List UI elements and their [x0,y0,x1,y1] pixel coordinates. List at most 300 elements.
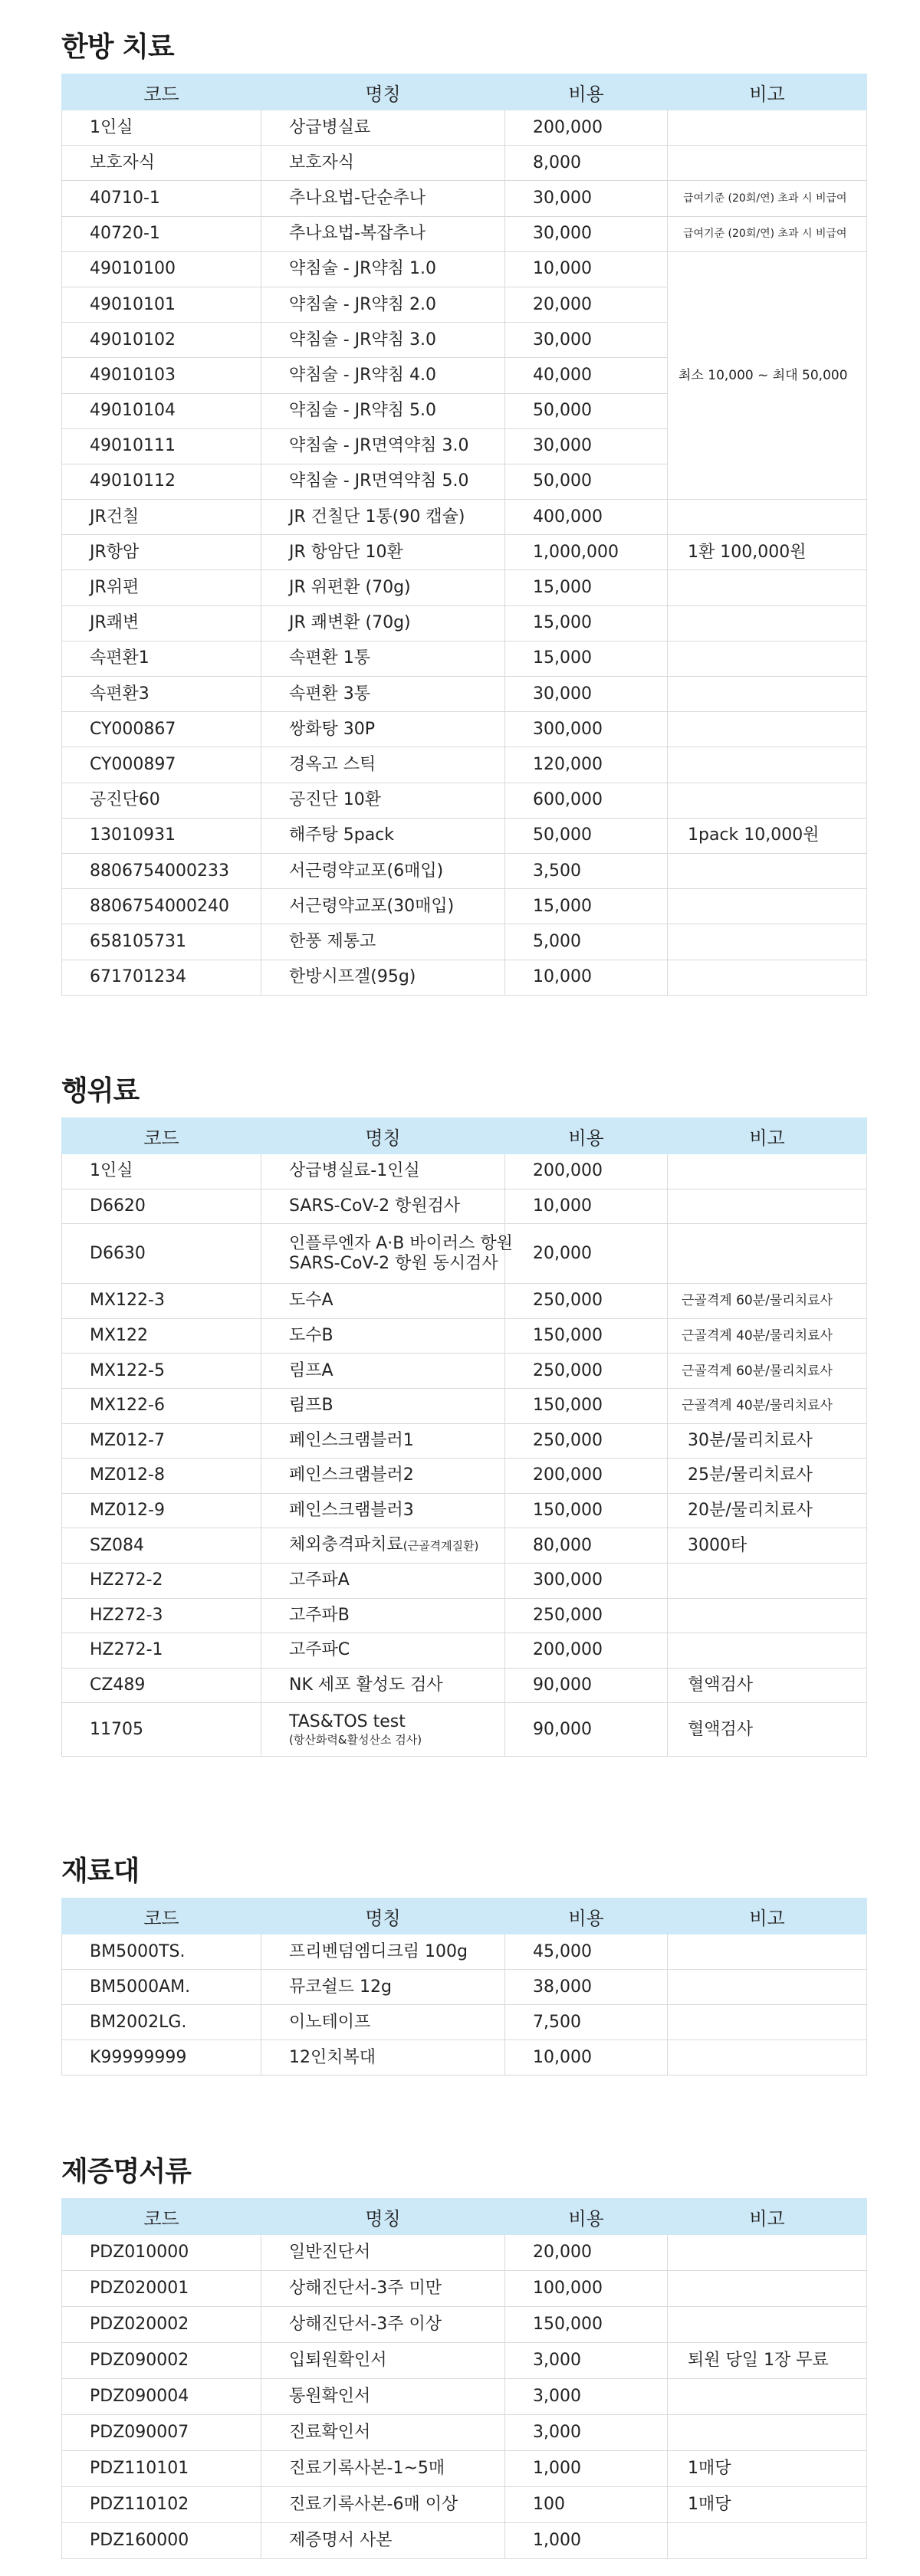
name-text: 약침술 - JR약침 4.0 [289,365,436,385]
name-cell [261,1284,505,1319]
note-cell: 1매당 [668,2451,867,2487]
table-row [62,924,867,960]
cost-cell: 5,000 [505,924,668,960]
name-cell [261,1970,505,2005]
cost-cell: 300,000 [505,712,668,747]
note-cell [668,2005,867,2040]
name-cell [261,1493,505,1528]
code-cell: MX122-6 [62,1388,261,1423]
cost-cell: 150,000 [505,2307,668,2343]
name-cell [261,535,505,570]
table-row [62,1934,867,1970]
name-text: SARS-CoV-2 항원검사 [289,1196,461,1216]
note-cell [668,2415,867,2451]
table-row [62,1598,867,1633]
name-cell [261,2235,505,2271]
cost-cell: 45,000 [505,1934,668,1970]
table-row [62,1388,867,1423]
code-cell: PDZ010000 [62,2235,261,2271]
name-cell [261,2451,505,2487]
note-cell [668,146,867,181]
table-header-row [62,2199,867,2235]
code-cell: PDZ020001 [62,2271,261,2307]
header-cost: 비용 [505,1898,668,1934]
code-cell: 49010100 [62,251,261,287]
header-code: 코드 [62,1118,261,1154]
code-cell: HZ272-3 [62,1598,261,1633]
name-text: JR 항암단 10환 [289,542,403,562]
note-cell [668,2307,867,2343]
cost-cell: 50,000 [505,464,668,499]
name-text: 속편환 3통 [289,684,370,704]
cost-cell: 20,000 [505,2235,668,2271]
name-cell [261,1459,505,1494]
table-row [62,889,867,924]
table-row [62,853,867,888]
name-text: 한풍 제통고 [289,931,376,951]
code-cell: PDZ110101 [62,2451,261,2487]
note-cell: 1환 100,000원 [668,535,867,570]
name-text: NK 세포 활성도 검사 [289,1675,443,1695]
name-text: 약침술 - JR약침 2.0 [289,294,436,314]
cost-cell: 3,500 [505,853,668,888]
table-row [62,251,867,287]
name-cell [261,2415,505,2451]
name-subtext: (근골격계질환) [402,1539,479,1554]
code-cell: 658105731 [62,924,261,960]
note-cell [668,641,867,676]
cost-cell: 120,000 [505,747,668,783]
header-name: 명칭 [261,2199,505,2235]
section-title: 제증명서류 [61,2156,191,2187]
code-cell: PDZ160000 [62,2523,261,2559]
note-cell [668,889,867,924]
name-cell [261,181,505,216]
table-row [62,1354,867,1389]
table-row [62,747,867,783]
name-cell [261,1528,505,1564]
cost-cell: 250,000 [505,1598,668,1633]
name-text: JR 위편환 (70g) [289,578,411,598]
code-cell: 보호자식 [62,146,261,181]
name-cell [261,500,505,535]
name-text: 보호자식 [289,153,355,172]
cost-cell: 10,000 [505,251,668,287]
name-cell [261,2343,505,2379]
header-cost: 비용 [505,1118,668,1154]
name-text: 약침술 - JR면역약침 5.0 [289,471,469,491]
code-cell: MX122-5 [62,1354,261,1389]
cost-cell: 15,000 [505,889,668,924]
name-cell [261,1703,505,1757]
name-cell [261,428,505,464]
cost-cell: 50,000 [505,393,668,428]
name-cell [261,1318,505,1354]
table-row [62,712,867,747]
cost-cell: 1,000,000 [505,535,668,570]
code-cell: 40710-1 [62,181,261,216]
table-row [62,818,867,853]
name-text: 프리벤덤엠디크림 100g [289,1941,468,1961]
cost-cell: 30,000 [505,181,668,216]
name-text: 약침술 - JR약침 5.0 [289,401,436,421]
table-row [62,2451,867,2487]
name-cell [261,1189,505,1224]
note-cell [668,712,867,747]
cost-cell: 40,000 [505,358,668,393]
name-cell [261,323,505,358]
table-row [62,1493,867,1528]
name-text: 도수A [289,1291,334,1311]
code-cell: 49010101 [62,287,261,322]
name-text: 고주파A [289,1570,350,1590]
code-cell: PDZ020002 [62,2307,261,2343]
note-cell [668,2235,867,2271]
cost-cell: 200,000 [505,1154,668,1190]
table-header-row [62,74,867,110]
header-code: 코드 [62,74,261,110]
table-row [62,1189,867,1224]
name-text: 상해진단서-3주 미만 [289,2279,442,2298]
code-cell: PDZ090004 [62,2379,261,2415]
cost-cell: 50,000 [505,818,668,853]
table-row [62,1154,867,1190]
code-cell: CZ489 [62,1668,261,1703]
name-text: 추나요법-복잡추나 [289,224,426,244]
table-row [62,2379,867,2415]
name-cell [261,1668,505,1703]
header-name: 명칭 [261,1118,505,1154]
header-note: 비고 [668,1118,867,1154]
note-cell: 퇴원 당일 1장 무료 [668,2343,867,2379]
name-cell [261,2523,505,2559]
name-cell [261,1388,505,1423]
name-text: 약침술 - JR약침 1.0 [289,259,436,279]
cost-cell: 20,000 [505,1224,668,1284]
cost-cell: 200,000 [505,110,668,146]
table-row [62,1668,867,1703]
name-text: 쌍화탕 30P [289,719,376,739]
note-cell [668,605,867,641]
name-cell [261,358,505,393]
cost-cell: 150,000 [505,1388,668,1423]
note-cell [668,1598,867,1633]
code-cell: 40720-1 [62,216,261,251]
code-cell: 공진단60 [62,783,261,818]
name-cell [261,605,505,641]
note-cell: 3000타 [668,1528,867,1564]
name-cell [261,818,505,853]
name-text: 제증명서 사본 [289,2531,393,2550]
table-row [62,2523,867,2559]
name-cell [261,712,505,747]
table-row [62,1459,867,1494]
cost-cell: 1,000 [505,2451,668,2487]
name-text: 서근령약교포(30매입) [289,896,455,916]
note-cell: 혈액검사 [668,1703,867,1757]
table-row [62,2005,867,2040]
code-cell: 13010931 [62,818,261,853]
name-cell [261,924,505,960]
note-cell: 25분/물리치료사 [668,1459,867,1494]
name-cell [261,960,505,995]
code-cell: MZ012-9 [62,1493,261,1528]
section-title: 재료대 [61,1856,140,1887]
name-text: 인플루엔자 A·B 바이러스 항원 [289,1233,513,1253]
table-row [62,2235,867,2271]
note-cell [668,853,867,888]
code-cell: JR항암 [62,535,261,570]
note-cell [668,747,867,783]
table-row [62,1703,867,1757]
name-cell [261,251,505,287]
cost-cell: 80,000 [505,1528,668,1564]
note-cell: 근골격계 40분/물리치료사 [668,1388,867,1423]
table-row [62,1284,867,1319]
code-cell: JR쾌변 [62,605,261,641]
cost-cell: 250,000 [505,1354,668,1389]
code-cell: 1인실 [62,110,261,146]
table-row [62,110,867,146]
name-cell [261,110,505,146]
table-row [62,535,867,570]
cost-cell: 400,000 [505,500,668,535]
name-cell [261,1354,505,1389]
note-cell: 급여기준 (20회/연) 초과 시 비급여 [668,216,867,251]
name-cell [261,747,505,783]
name-text: 속편환 1통 [289,648,370,668]
name-text: 해주탕 5pack [289,825,395,845]
cost-cell: 100 [505,2487,668,2523]
cost-cell: 10,000 [505,960,668,995]
fee-table-procedure [61,1117,867,1757]
code-cell: 8806754000233 [62,853,261,888]
note-cell: 1pack 10,000원 [668,818,867,853]
cost-cell: 15,000 [505,605,668,641]
code-cell: HZ272-2 [62,1563,261,1598]
code-cell: 49010111 [62,428,261,464]
note-cell: 30분/물리치료사 [668,1423,867,1459]
note-cell [668,2271,867,2307]
name-text: 추나요법-단순추나 [289,188,426,208]
code-cell: 속편환3 [62,677,261,712]
name-text: JR 쾌변환 (70g) [289,613,411,633]
name-cell [261,570,505,605]
cost-cell: 10,000 [505,1189,668,1224]
cost-cell: 7,500 [505,2005,668,2040]
code-cell: HZ272-1 [62,1633,261,1669]
cost-cell: 30,000 [505,323,668,358]
table-header-row [62,1118,867,1154]
table-row [62,1224,867,1284]
fee-table-herbal [61,74,867,996]
name-cell [261,677,505,712]
table-row [62,1970,867,2005]
name-cell [261,2040,505,2076]
cost-cell: 3,000 [505,2379,668,2415]
name-cell [261,2005,505,2040]
name-text: 뮤코쉴드 12g [289,1977,392,1997]
name-cell [261,2271,505,2307]
cost-cell: 20,000 [505,287,668,322]
name-text: 경옥고 스틱 [289,754,376,774]
name-cell [261,1563,505,1598]
code-cell: 11705 [62,1703,261,1757]
table-row [62,181,867,216]
name-cell [261,1224,513,1284]
cost-cell: 30,000 [505,677,668,712]
name-text: 통원확인서 [289,2387,371,2406]
code-cell: 49010103 [62,358,261,393]
name-text: 체외충격파치료 [289,1535,403,1555]
name-text: 상급병실료-1인실 [289,1161,420,1181]
name-cell [261,2487,505,2523]
note-cell: 20분/물리치료사 [668,1493,867,1528]
note-cell [668,2040,867,2076]
section-title: 한방 치료 [61,31,174,63]
table-row [62,1633,867,1669]
name-cell [261,2307,505,2343]
name-text: 약침술 - JR면역약침 3.0 [289,436,469,456]
note-cell [668,1934,867,1970]
code-cell: CY000867 [62,712,261,747]
header-note: 비고 [668,2199,867,2235]
cost-cell: 90,000 [505,1703,668,1757]
code-cell: 49010112 [62,464,261,499]
cost-cell: 15,000 [505,641,668,676]
note-cell [668,960,867,995]
cost-cell: 3,000 [505,2343,668,2379]
table-row [62,641,867,676]
cost-cell: 200,000 [505,1633,668,1669]
note-cell [668,1970,867,2005]
name-text: 일반진단서 [289,2243,371,2262]
code-cell: 49010102 [62,323,261,358]
table-row [62,677,867,712]
cost-cell: 150,000 [505,1493,668,1528]
cost-cell: 300,000 [505,1563,668,1598]
cost-cell: 8,000 [505,146,668,181]
cost-cell: 150,000 [505,1318,668,1354]
table-row [62,2271,867,2307]
cost-cell: 90,000 [505,1668,668,1703]
note-cell [668,783,867,818]
code-cell: D6630 [62,1224,261,1284]
cost-cell: 200,000 [505,1459,668,1494]
code-cell: PDZ090002 [62,2343,261,2379]
name-text: 고주파B [289,1605,350,1625]
name-cell [261,1633,505,1669]
name-cell [261,2379,505,2415]
table-row [62,783,867,818]
header-note: 비고 [668,1898,867,1934]
name-cell [261,783,505,818]
name-cell [261,287,505,322]
code-cell: K99999999 [62,2040,261,2076]
cost-cell: 250,000 [505,1423,668,1459]
code-cell: BM2002LG. [62,2005,261,2040]
name-text: 한방시프겔(95g) [289,967,416,987]
name-cell [261,393,505,428]
name-text: 입퇴원확인서 [289,2351,387,2370]
header-cost: 비용 [505,74,668,110]
note-cell: 최소 10,000 ~ 최대 50,000 [668,251,867,499]
cost-cell: 1,000 [505,2523,668,2559]
name-cell [261,1154,505,1190]
name-cell [261,889,505,924]
name-text: 페인스크램블러2 [289,1465,414,1485]
table-row [62,605,867,641]
name-second-line: SARS-CoV-2 항원 동시검사 [289,1253,498,1273]
code-cell: BM5000TS. [62,1934,261,1970]
table-row [62,2307,867,2343]
name-cell [261,1423,505,1459]
note-cell [668,924,867,960]
header-cost: 비용 [505,2199,668,2235]
code-cell: SZ084 [62,1528,261,1564]
table-row [62,146,867,181]
code-cell: 671701234 [62,960,261,995]
code-cell: PDZ110102 [62,2487,261,2523]
code-cell: D6620 [62,1189,261,1224]
note-cell: 근골격계 60분/물리치료사 [668,1354,867,1389]
section-title: 행위료 [61,1075,140,1107]
fee-table-materials [61,1898,867,2076]
code-cell: JR위편 [62,570,261,605]
note-cell: 1매당 [668,2487,867,2523]
code-cell: MX122 [62,1318,261,1354]
name-text: 진료기록사본-1~5매 [289,2459,445,2478]
name-text: 상해진단서-3주 이상 [289,2315,442,2334]
header-code: 코드 [62,2199,261,2235]
table-row [62,2343,867,2379]
note-cell: 급여기준 (20회/연) 초과 시 비급여 [668,181,867,216]
table-row [62,570,867,605]
name-text: 고주파C [289,1640,350,1660]
name-cell [261,464,505,499]
code-cell: 1인실 [62,1154,261,1190]
name-cell [261,853,505,888]
name-cell [261,216,505,251]
table-row [62,1563,867,1598]
table-row [62,2487,867,2523]
header-name: 명칭 [261,1898,505,1934]
name-text: 림프A [289,1360,334,1380]
header-note: 비고 [668,74,867,110]
name-cell [261,641,505,676]
note-cell [668,110,867,146]
table-row [62,2415,867,2451]
code-cell: MX122-3 [62,1284,261,1319]
name-second-line: (항산화력&활성산소 검사) [289,1732,422,1747]
note-cell [668,2523,867,2559]
table-row [62,1528,867,1564]
code-cell: JR건칠 [62,500,261,535]
code-cell: MZ012-8 [62,1459,261,1494]
code-cell: 속편환1 [62,641,261,676]
table-row [62,1423,867,1459]
table-row [62,960,867,995]
cost-cell: 600,000 [505,783,668,818]
code-cell: CY000897 [62,747,261,783]
name-text: 페인스크램블러3 [289,1501,414,1521]
name-text: 도수B [289,1326,334,1346]
code-cell: BM5000AM. [62,1970,261,2005]
cost-cell: 100,000 [505,2271,668,2307]
name-text: 약침술 - JR약침 3.0 [289,330,436,349]
code-cell: PDZ090007 [62,2415,261,2451]
code-cell: 8806754000240 [62,889,261,924]
